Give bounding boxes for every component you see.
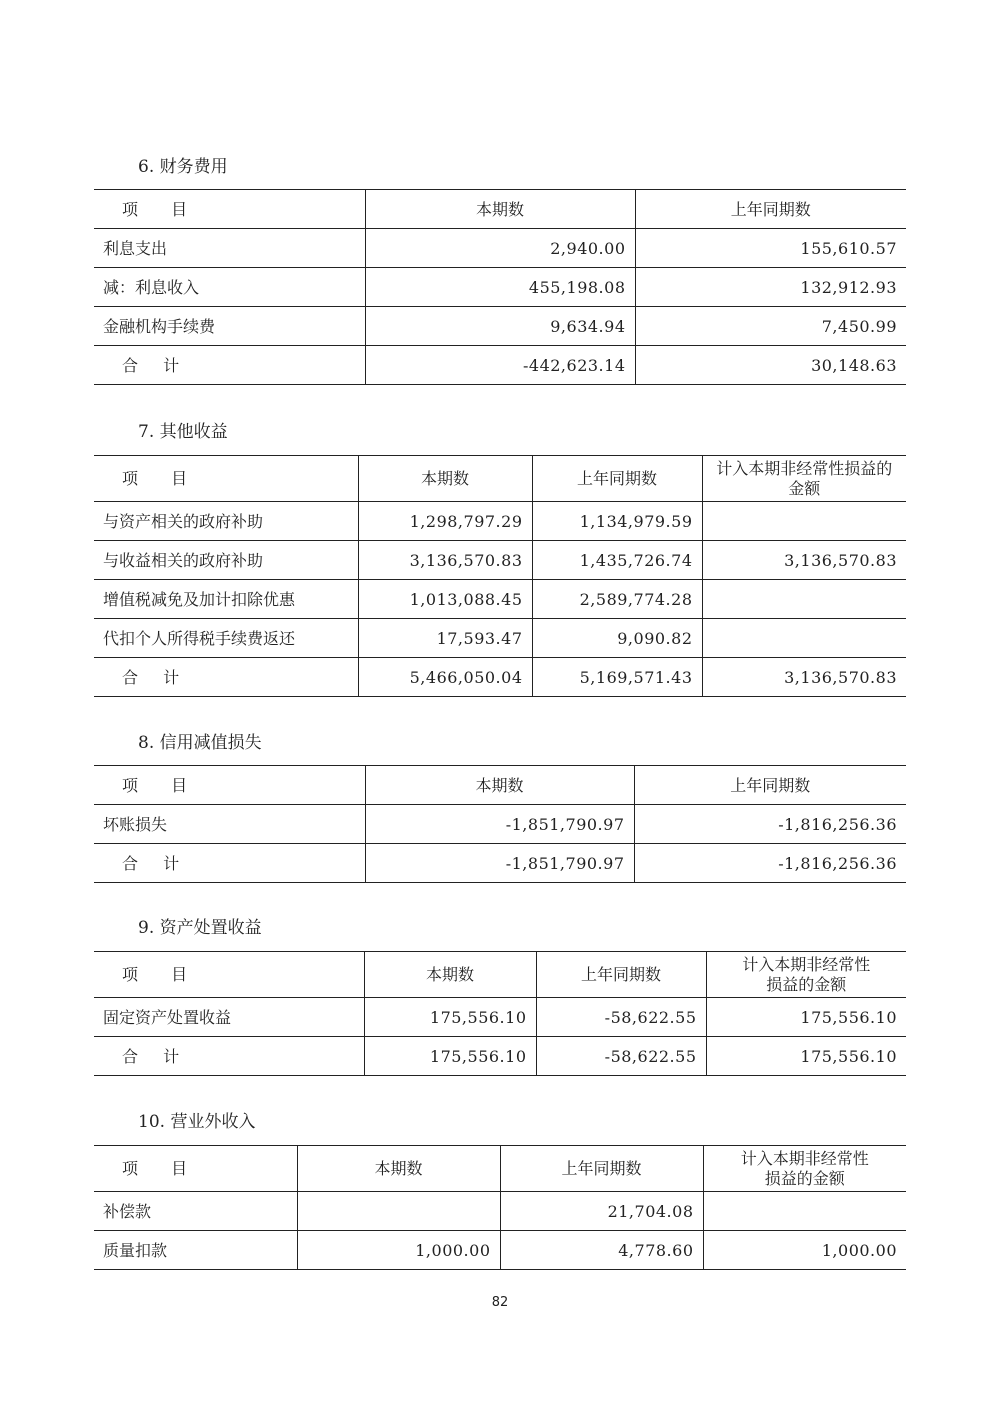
table-total-row <box>94 346 906 385</box>
table-header-row <box>94 190 906 229</box>
row-label: 坏账损失 <box>94 805 365 844</box>
prior-value: 155,610.57 <box>635 229 906 268</box>
header-item: 项 目 <box>94 952 364 998</box>
non-recurring-value: 3,136,570.83 <box>702 541 906 580</box>
section-title-other-income: 7. 其他收益 <box>138 422 228 442</box>
table-header-row <box>94 952 906 998</box>
prior-value: 9,090.82 <box>532 619 702 658</box>
non-recurring-value <box>702 502 906 541</box>
current-value: 1,000.00 <box>297 1231 500 1270</box>
current-value: 17,593.47 <box>358 619 532 658</box>
table-other-income <box>94 455 906 697</box>
table-total-row <box>94 1037 906 1076</box>
table-header-row <box>94 766 906 805</box>
table-row <box>94 541 906 580</box>
non-recurring-value: 1,000.00 <box>703 1231 906 1270</box>
header-item: 项 目 <box>94 190 365 229</box>
row-label: 质量扣款 <box>94 1231 297 1270</box>
table-total-row <box>94 658 906 697</box>
total-label: 合 计 <box>94 1037 364 1076</box>
table-header-row <box>94 1146 906 1192</box>
prior-value: 2,589,774.28 <box>532 580 702 619</box>
prior-value: -1,816,256.36 <box>634 844 906 883</box>
prior-value: -58,622.55 <box>536 1037 706 1076</box>
table-row <box>94 229 906 268</box>
section-title-asset-disposal: 9. 资产处置收益 <box>138 918 262 938</box>
row-label: 补偿款 <box>94 1192 297 1231</box>
total-label: 合 计 <box>94 658 358 697</box>
row-label: 代扣个人所得税手续费返还 <box>94 619 358 658</box>
table-credit-impairment <box>94 765 906 883</box>
current-value: -442,623.14 <box>365 346 635 385</box>
non-recurring-value <box>702 580 906 619</box>
row-label: 固定资产处置收益 <box>94 998 364 1037</box>
current-value: 1,013,088.45 <box>358 580 532 619</box>
prior-value: 1,134,979.59 <box>532 502 702 541</box>
current-value <box>297 1192 500 1231</box>
current-value: 455,198.08 <box>365 268 635 307</box>
current-value: 2,940.00 <box>365 229 635 268</box>
prior-value: 21,704.08 <box>500 1192 703 1231</box>
table-row <box>94 502 906 541</box>
table-row <box>94 307 906 346</box>
header-prior-period: 上年同期数 <box>536 952 706 998</box>
row-label: 减：利息收入 <box>94 268 365 307</box>
total-label: 合 计 <box>94 844 365 883</box>
table-row <box>94 998 906 1037</box>
current-value: 5,466,050.04 <box>358 658 532 697</box>
current-value: -1,851,790.97 <box>365 805 634 844</box>
header-non-recurring: 计入本期非经常性损益的金额 <box>702 456 906 502</box>
current-value: 3,136,570.83 <box>358 541 532 580</box>
prior-value: 1,435,726.74 <box>532 541 702 580</box>
header-item: 项 目 <box>94 456 358 502</box>
prior-value: 132,912.93 <box>635 268 906 307</box>
header-current-period: 本期数 <box>365 190 635 229</box>
page-number: 82 <box>491 1295 509 1310</box>
table-total-row <box>94 844 906 883</box>
section-title-financial-expenses: 6. 财务费用 <box>138 157 228 177</box>
non-recurring-value: 175,556.10 <box>706 1037 906 1076</box>
header-prior-period: 上年同期数 <box>634 766 906 805</box>
current-value: 1,298,797.29 <box>358 502 532 541</box>
table-non-operating-income <box>94 1145 906 1270</box>
row-label: 与收益相关的政府补助 <box>94 541 358 580</box>
non-recurring-value: 175,556.10 <box>706 998 906 1037</box>
row-label: 与资产相关的政府补助 <box>94 502 358 541</box>
header-current-period: 本期数 <box>297 1146 500 1192</box>
non-recurring-value: 3,136,570.83 <box>702 658 906 697</box>
prior-value: 5,169,571.43 <box>532 658 702 697</box>
row-label: 利息支出 <box>94 229 365 268</box>
current-value: -1,851,790.97 <box>365 844 634 883</box>
prior-value: 7,450.99 <box>635 307 906 346</box>
row-label: 增值税减免及加计扣除优惠 <box>94 580 358 619</box>
prior-value: -58,622.55 <box>536 998 706 1037</box>
header-current-period: 本期数 <box>365 766 634 805</box>
current-value: 175,556.10 <box>364 998 536 1037</box>
table-row <box>94 1192 906 1231</box>
header-current-period: 本期数 <box>364 952 536 998</box>
table-asset-disposal <box>94 951 906 1076</box>
header-non-recurring: 计入本期非经常性 损益的金额 <box>703 1146 906 1192</box>
prior-value: 30,148.63 <box>635 346 906 385</box>
row-label: 金融机构手续费 <box>94 307 365 346</box>
header-prior-period: 上年同期数 <box>635 190 906 229</box>
header-item: 项 目 <box>94 1146 297 1192</box>
table-row <box>94 580 906 619</box>
table-header-row <box>94 456 906 502</box>
section-title-credit-impairment: 8. 信用减值损失 <box>138 733 262 753</box>
current-value: 175,556.10 <box>364 1037 536 1076</box>
header-current-period: 本期数 <box>358 456 532 502</box>
header-non-recurring: 计入本期非经常性 损益的金额 <box>706 952 906 998</box>
header-item: 项 目 <box>94 766 365 805</box>
current-value: 9,634.94 <box>365 307 635 346</box>
non-recurring-value <box>702 619 906 658</box>
section-title-non-operating-income: 10. 营业外收入 <box>138 1112 256 1132</box>
table-row <box>94 268 906 307</box>
header-prior-period: 上年同期数 <box>500 1146 703 1192</box>
table-row <box>94 1231 906 1270</box>
total-label: 合 计 <box>94 346 365 385</box>
table-row <box>94 805 906 844</box>
non-recurring-value <box>703 1192 906 1231</box>
table-financial-expenses <box>94 189 906 385</box>
header-prior-period: 上年同期数 <box>532 456 702 502</box>
prior-value: -1,816,256.36 <box>634 805 906 844</box>
table-row <box>94 619 906 658</box>
prior-value: 4,778.60 <box>500 1231 703 1270</box>
